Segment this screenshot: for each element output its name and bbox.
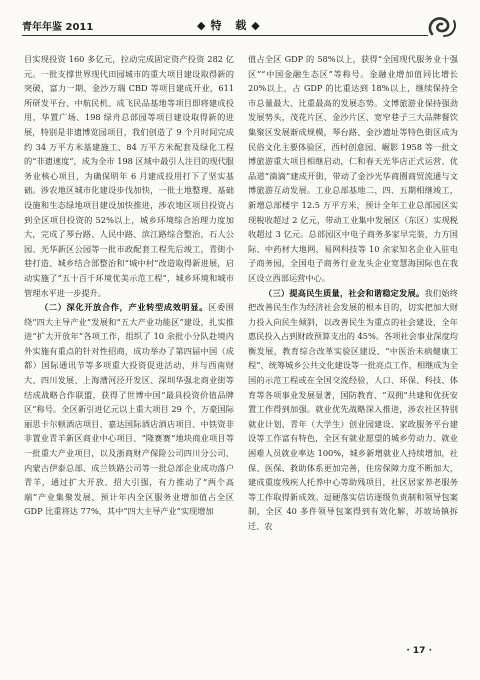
subsection-body: 区委围绕“四大主导产业”发展和“五大产业功能区”建设，扎实推进“扩大开放年”各项工作，组织了 10 余批小分队赴境内外实施有重点的针对性招商，成功举办了第四届中国（成都）国际通讯节等多项重大投资促进活动，并与西南财大、四川发展、上海漕河泾开发区、深圳华强北商业街等结成战略合作联盟，获得了世博中国“最具投资价值品牌区”称号。全区新引进亿元以上重大项目 29 个，万豪国际丽思卡尔顿酒店项目、嘉达国际酒店酒店项目、中铁资非非置业青羊新区商业中心项目、“隆赛赛”地块商业项目等一批重大产业项目，以及浙商财产保险公司四川分公司、内蒙古伊泰总部、成兰铁路公司等一批总部企业成功落户青羊，通过扩大开放、招大引强，有力推动了“两个高端”产业集聚发展，预计年内全区服务业增加值占全区 GDP 比重将达 77%，其中“四大主导产业”实现增加 — [24, 302, 234, 517]
paragraph: 值占全区 GDP 的 58%以上，获得“全国现代服务业十强区”“中国金融生态区”等称号。金融业增加值同比增长 20%以上，占 GDP 的比重达到 18%以上，继续保持全市总量最大、比重最高的发展态势。文博旅游业保持强劲发展势头，茂花片区、金沙片区、宽窄巷子三大品牌餐饮集聚区发展渐成规模，琴台路、金沙遗址等特色街区成为民俗文化主要体验区，西村创意园、崛影 1958 等一批文博旅游重大项目相继启动，仁和春天光华店正式运营、优品道“滴滴”建成开街，带动了金沙光华商圈商贸流通与文博旅游互动发展。工业总部基地二、四、五期相继竣工，新增总部楼宇 12.5 万平方米，预计全年工业总部园区实现税收超过 2 亿元，带动工业集中发展区（东区）实现税收超过 3 亿元。总部园区中电子商务多家早完装，力方国际、中药材大地网、易网科技等 10 余家知名企业入驻电子商务园，全国电子商务行业龙头企业宽慧海国际也在我区设立西部运营中心。 — [248, 54, 458, 283]
subsection-heading: （二）深化开放合作，产业转型成效明显。 — [40, 302, 209, 313]
right-column — [248, 52, 458, 534]
page-number: · 17 · — [406, 646, 432, 656]
section-title: ◆特 载◆ — [197, 19, 265, 32]
header-rule — [22, 35, 428, 36]
subsection-paragraph — [248, 286, 458, 534]
paragraph: 目实现投资 160 多亿元，拉动完成固定资产投资 282 亿元。一批支撑世界现代田园城市的重大项目建设取得新的突破，富力一期、金沙万瑞 CBD 等项目建成开业，611 所研发平台、中航民机、成飞民品基地等项目即将建成投用，华置广场、198 绿舟总部园等项目建设取得新的进展，特别是非遗博览园项目，我们创造了 9 个月时间完成约 34 万平方米基建施工、84 万平方米配套及绿化工程的“非遗速度”，成为全市 198 区域中最引人注目的现代服务业核心项目，为确保明年 6 月建成投用打下了坚实基础。涉农地区城市化建设步伐加快，一批土地整理、基础设施和生态绿地项目建设加快推进，涉农地区项目投资占到全区项目投资的 52%以上，城乡环境综合治理力度加大，完成了琴台路、人民中路、滨江路综合整治，石人公园、光华新区公园等一批市政配套工程先后竣工，青街小巷打造、城乡结合部整治和“城中村”改造取得新进展，启动实施了“五十百千环境优美示范工程”，城乡环境和城市管理水平进一步提升。 — [24, 54, 234, 298]
swirl-logo-icon — [424, 12, 458, 40]
subsection-paragraph — [24, 300, 234, 519]
yearbook-title: 青年年鉴 2011 — [22, 22, 94, 33]
subsection-heading: （三）提高民生质量，社会和谐稳定发展。 — [264, 287, 425, 298]
page-header — [22, 12, 458, 42]
left-column — [24, 52, 234, 519]
subsection-body: 我们始终把改善民生作为经济社会发展的根本目的，切实把加大财力投入向民生倾斜，以改善民生为重点的社会建设，全年惠民投入占到财政预算支出的 45%。各项社会事业深度均衡发展，教育综合改革实验区建设、“中医治未病健康工程”、统筹城乡公共文化建设等一批亮点工作，相继成为全国的示范工程或在全国交流经验，人口、环保、科技、体育等各项事业发展显著，国防教育、“双拥”共建和优抚安置工作得到加强。就业优先战略深入推进，涉农社区特别就业计划、青年（大学生）创业园建设、家政服务平台建设等工作富有特色，全区有就业愿望的城乡劳动力、就业困难人员就业率达 100%，城乡新增就业人持续增加，社保、医保、救助体系更加完善，住房保障力度不断加大，建成重度残疾人托养中心等助残项目，社区居家养老服务等工作取得新成效。逗硬落实信访逐级负责制和领导包案制，全区 40 多件领导包案得到有效化解，苏坡场镇拆迁、农 — [248, 287, 458, 531]
